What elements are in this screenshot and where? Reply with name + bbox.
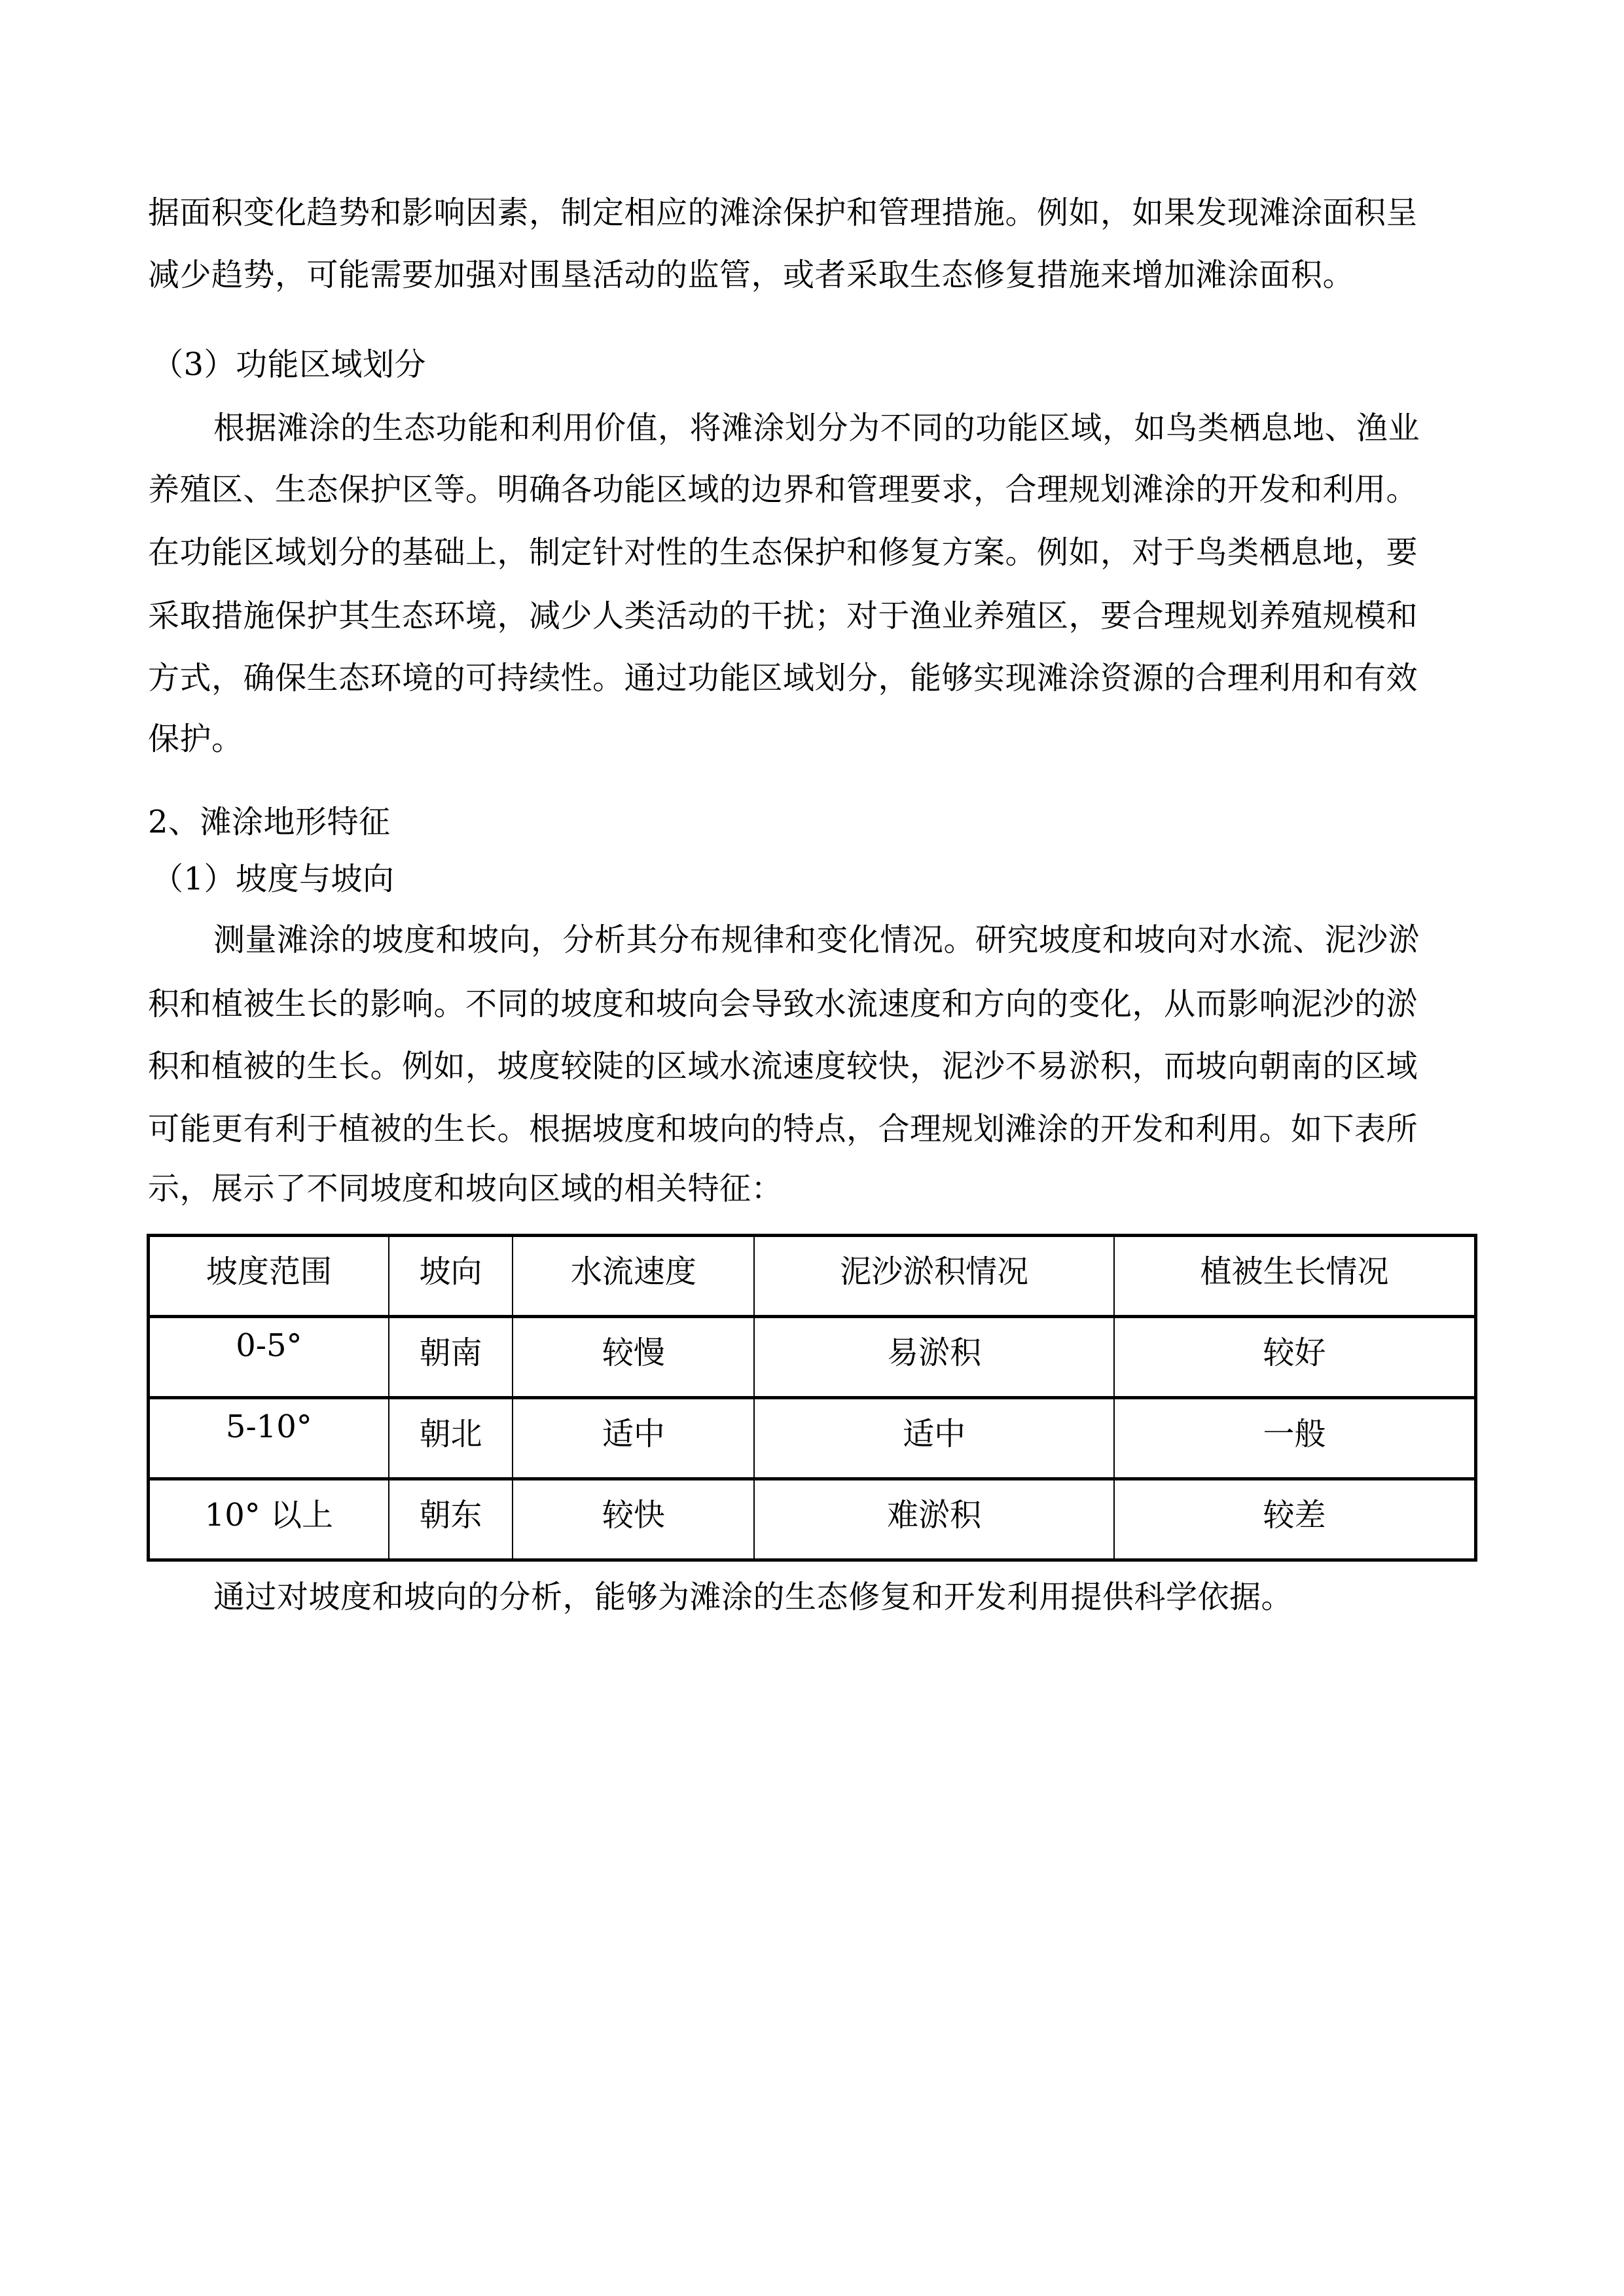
text-line: 采取措施保护其生态环境，减少人类活动的干扰；对于渔业养殖区，要合理规划养殖规模和 <box>148 598 1418 634</box>
sub-heading: （1）坡度与坡向 <box>152 861 395 897</box>
text-line: 方式，确保生态环境的可持续性。通过功能区域划分，能够实现滩涂资源的合理利用和有效 <box>148 660 1418 696</box>
slope-characteristics-table <box>147 1234 1477 1562</box>
header-cell: 植被生长情况 <box>1114 1236 1476 1317</box>
table-cell: 朝东 <box>389 1479 513 1560</box>
table-cell: 较差 <box>1114 1479 1476 1560</box>
text-line: 根据滩涂的生态功能和利用价值，将滩涂划分为不同的功能区域，如鸟类栖息地、渔业 <box>213 410 1420 446</box>
text-line: 减少趋势，可能需要加强对围垦活动的监管，或者采取生态修复措施来增加滩涂面积。 <box>148 257 1355 293</box>
text-line: 据面积变化趋势和影响因素，制定相应的滩涂保护和管理措施。例如，如果发现滩涂面积呈 <box>148 194 1418 231</box>
table-cell: 10° 以上 <box>149 1479 389 1560</box>
text-line: 在功能区域划分的基础上，制定针对性的生态保护和修复方案。例如，对于鸟类栖息地，要 <box>148 534 1418 571</box>
table-cell: 易淤积 <box>754 1317 1114 1398</box>
table-row <box>149 1398 1476 1479</box>
header-cell: 泥沙淤积情况 <box>754 1236 1114 1317</box>
table-cell: 一般 <box>1114 1398 1476 1479</box>
table-cell: 较慢 <box>513 1317 754 1398</box>
header-cell: 水流速度 <box>513 1236 754 1317</box>
table-cell: 0-5° <box>149 1317 389 1398</box>
table-row <box>149 1317 1476 1398</box>
table-cell: 适中 <box>754 1398 1114 1479</box>
header-cell: 坡度范围 <box>149 1236 389 1317</box>
text-line: 可能更有利于植被的生长。根据坡度和坡向的特点，合理规划滩涂的开发和利用。如下表所 <box>148 1111 1418 1147</box>
table-cell: 较好 <box>1114 1317 1476 1398</box>
text-line: 积和植被的生长。例如，坡度较陡的区域水流速度较快，泥沙不易淤积，而坡向朝南的区域 <box>148 1048 1418 1085</box>
text-line: 养殖区、生态保护区等。明确各功能区域的边界和管理要求，合理规划滩涂的开发和利用。 <box>148 471 1418 508</box>
text-line: 测量滩涂的坡度和坡向，分析其分布规律和变化情况。研究坡度和坡向对水流、泥沙淤 <box>213 922 1420 958</box>
table-row <box>149 1479 1476 1560</box>
section-heading: 2、滩涂地形特征 <box>148 804 391 840</box>
table-header-row <box>149 1236 1476 1317</box>
conclusion-text: 通过对坡度和坡向的分析，能够为滩涂的生态修复和开发利用提供科学依据。 <box>213 1579 1293 1615</box>
section-heading: （3）功能区域划分 <box>152 346 427 383</box>
table-cell: 适中 <box>513 1398 754 1479</box>
text-line: 示，展示了不同坡度和坡向区域的相关特征： <box>148 1170 784 1207</box>
table-cell: 难淤积 <box>754 1479 1114 1560</box>
table-cell: 朝南 <box>389 1317 513 1398</box>
table-cell: 朝北 <box>389 1398 513 1479</box>
table-cell: 较快 <box>513 1479 754 1560</box>
header-cell: 坡向 <box>389 1236 513 1317</box>
table-cell: 5-10° <box>149 1398 389 1479</box>
text-line: 积和植被生长的影响。不同的坡度和坡向会导致水流速度和方向的变化，从而影响泥沙的淤 <box>148 986 1418 1022</box>
text-line: 保护。 <box>148 721 244 757</box>
